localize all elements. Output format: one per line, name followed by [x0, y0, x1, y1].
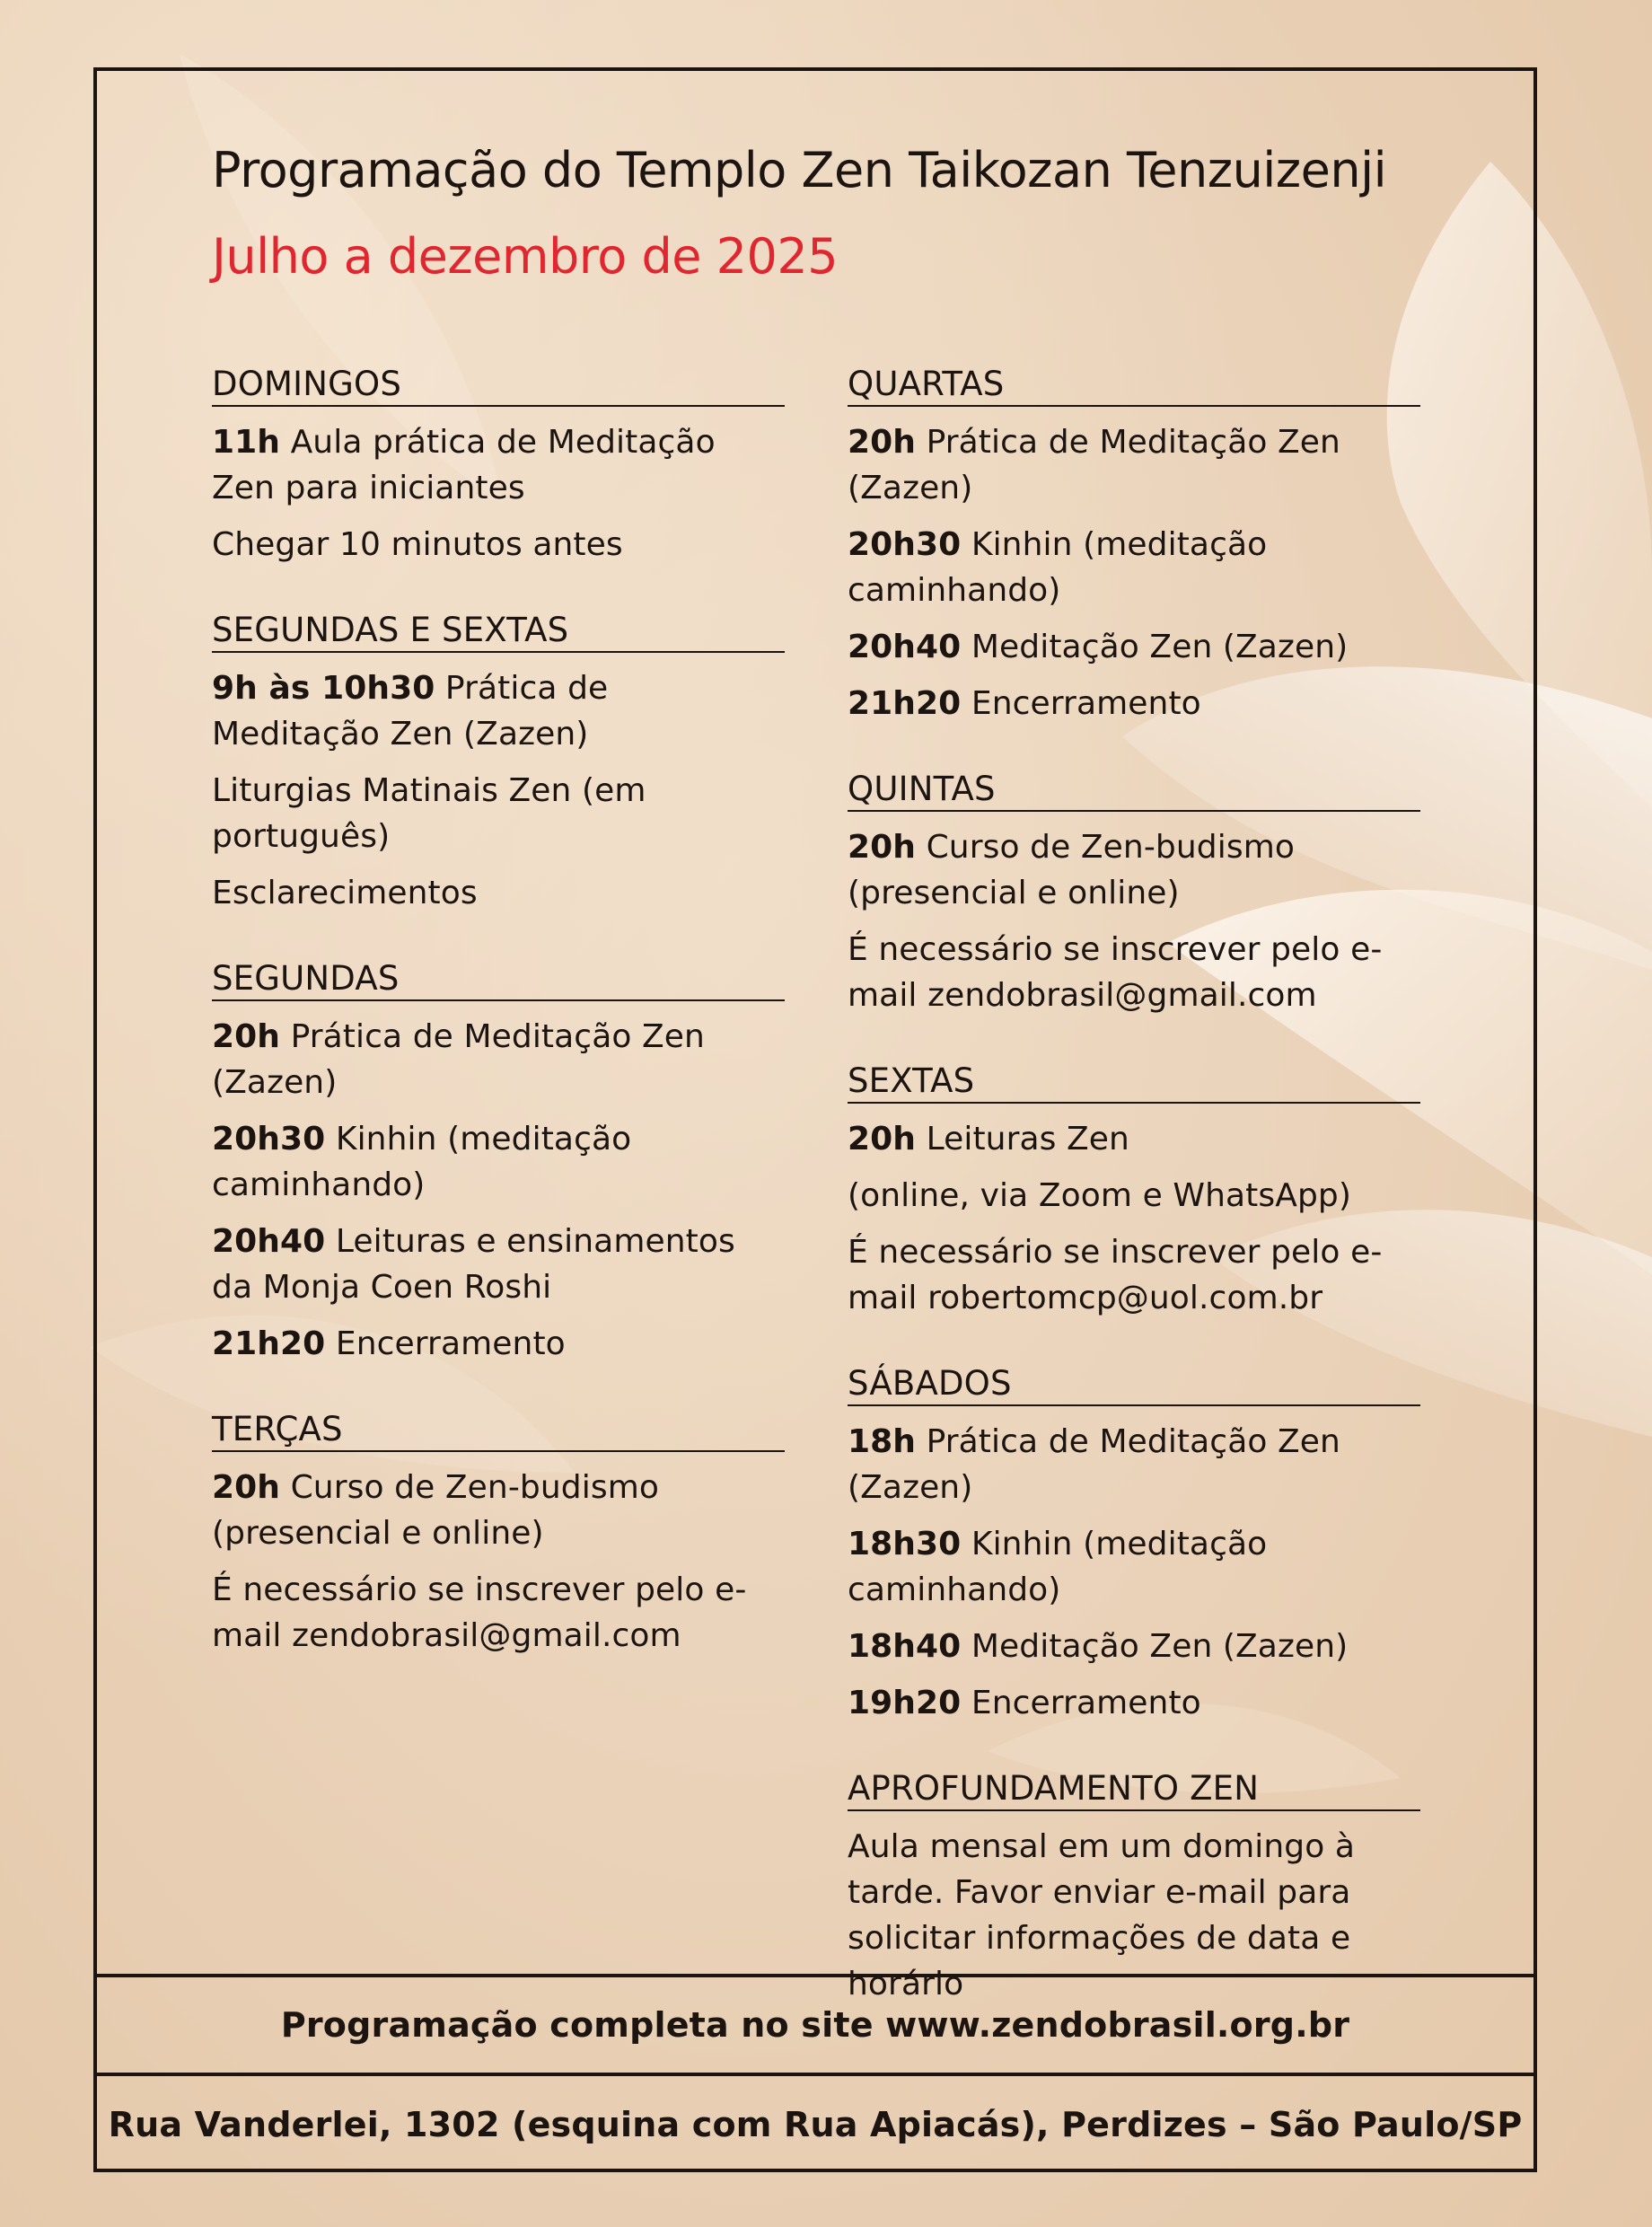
schedule-entry	[848, 1624, 1420, 1669]
schedule-entry	[212, 1116, 785, 1208]
schedule-entry	[212, 870, 785, 916]
schedule-section	[848, 1366, 1420, 1726]
schedule-column-left	[212, 366, 785, 1703]
page-subtitle: Julho a dezembro de 2025	[212, 228, 839, 285]
schedule-entry	[848, 824, 1420, 916]
schedule-entry	[848, 1173, 1420, 1219]
schedule-section	[212, 366, 785, 568]
entry-time: 20h	[212, 1469, 281, 1506]
entry-time: 19h20	[848, 1685, 962, 1721]
entry-text: Kinhin (meditação caminhando)	[848, 1526, 1268, 1608]
section-title: SÁBADOS	[848, 1366, 1420, 1406]
entry-time: 18h30	[848, 1526, 962, 1562]
entry-time: 20h30	[848, 526, 962, 563]
entry-text: Prática de Meditação Zen (Zazen)	[212, 1018, 705, 1101]
section-title: QUINTAS	[848, 771, 1420, 812]
entry-text: Aula mensal em um domingo à tarde. Favor enviar e-mail para solicitar informações de data e horário	[848, 1828, 1356, 2003]
section-title: SEGUNDAS	[212, 961, 785, 1001]
entry-text: Prática de Meditação Zen (Zazen)	[848, 1423, 1340, 1506]
schedule-entry	[848, 1116, 1420, 1162]
entry-text: Encerramento	[961, 685, 1201, 722]
schedule-column-right	[848, 366, 1420, 2052]
entry-text: Leituras Zen	[916, 1121, 1129, 1158]
schedule-entry	[212, 419, 785, 511]
entry-time: 11h	[212, 424, 281, 461]
schedule-entry	[848, 624, 1420, 670]
schedule-entry	[848, 1419, 1420, 1510]
entry-text: Aula prática de Meditação Zen para iniciantes	[212, 424, 716, 506]
schedule-section	[848, 771, 1420, 1018]
section-title: APROFUNDAMENTO ZEN	[848, 1771, 1420, 1811]
schedule-section	[212, 961, 785, 1367]
entry-time: 21h20	[848, 685, 962, 722]
schedule-entry	[212, 1321, 785, 1367]
schedule-entry	[212, 522, 785, 568]
entry-time: 20h	[212, 1018, 281, 1055]
schedule-section	[848, 366, 1420, 726]
entry-text: Curso de Zen-budismo (presencial e online)	[848, 829, 1295, 911]
entry-time: 20h40	[212, 1223, 326, 1260]
entry-text: Prática de Meditação Zen (Zazen)	[848, 424, 1340, 506]
schedule-entry	[212, 768, 785, 859]
address-footer: Rua Vanderlei, 1302 (esquina com Rua Apiacás), Perdizes – São Paulo/SP	[93, 2073, 1537, 2172]
section-title: TERÇAS	[212, 1412, 785, 1452]
section-title: QUARTAS	[848, 366, 1420, 407]
schedule-section	[212, 1412, 785, 1659]
entry-time: 20h30	[212, 1121, 326, 1158]
entry-text: É necessário se inscrever pelo e-mail zendobrasil@gmail.com	[848, 931, 1383, 1014]
entry-text: Liturgias Matinais Zen (em português)	[212, 772, 646, 855]
entry-text: Encerramento	[961, 1685, 1201, 1721]
schedule-entry	[848, 522, 1420, 613]
section-title: DOMINGOS	[212, 366, 785, 407]
schedule-entry	[212, 1219, 785, 1310]
website-footer: Programação completa no site www.zendobrasil.org.br	[93, 1974, 1537, 2073]
entry-time: 20h	[848, 1121, 917, 1158]
schedule-entry	[848, 681, 1420, 726]
entry-text: Esclarecimentos	[212, 875, 478, 911]
section-title: SEXTAS	[848, 1063, 1420, 1104]
entry-time: 18h	[848, 1423, 917, 1460]
entry-time: 9h às 10h30	[212, 670, 435, 707]
schedule-entry	[212, 665, 785, 757]
schedule-entry	[848, 419, 1420, 511]
entry-time: 18h40	[848, 1628, 962, 1665]
entry-text: Prática de Meditação Zen (Zazen)	[212, 670, 609, 753]
schedule-entry	[212, 1567, 785, 1659]
entry-text: Kinhin (meditação caminhando)	[848, 526, 1268, 609]
schedule-entry	[848, 1229, 1420, 1321]
entry-time: 21h20	[212, 1325, 326, 1362]
entry-text: É necessário se inscrever pelo e-mail robertomcp@uol.com.br	[848, 1234, 1383, 1316]
entry-text: É necessário se inscrever pelo e-mail zendobrasil@gmail.com	[212, 1571, 747, 1654]
schedule-entry	[848, 1680, 1420, 1726]
entry-text: Chegar 10 minutos antes	[212, 526, 623, 563]
entry-text: Kinhin (meditação caminhando)	[212, 1121, 632, 1203]
entry-time: 20h	[848, 424, 917, 461]
schedule-entry	[848, 1521, 1420, 1613]
entry-text: (online, via Zoom e WhatsApp)	[848, 1177, 1351, 1214]
entry-text: Meditação Zen (Zazen)	[961, 1628, 1349, 1665]
schedule-section	[848, 1771, 1420, 2007]
section-title: SEGUNDAS E SEXTAS	[212, 612, 785, 653]
schedule-section	[212, 612, 785, 916]
page-title: Programação do Templo Zen Taikozan Tenzuizenji	[212, 142, 1387, 198]
schedule-entry	[212, 1465, 785, 1556]
entry-time: 20h	[848, 829, 917, 866]
schedule-section	[848, 1063, 1420, 1321]
schedule-entry	[212, 1014, 785, 1105]
entry-text: Curso de Zen-budismo (presencial e online)	[212, 1469, 659, 1552]
schedule-entry	[848, 927, 1420, 1018]
entry-time: 20h40	[848, 629, 962, 665]
entry-text: Meditação Zen (Zazen)	[961, 629, 1349, 665]
entry-text: Encerramento	[325, 1325, 566, 1362]
entry-text: Leituras e ensinamentos da Monja Coen Roshi	[212, 1223, 735, 1306]
